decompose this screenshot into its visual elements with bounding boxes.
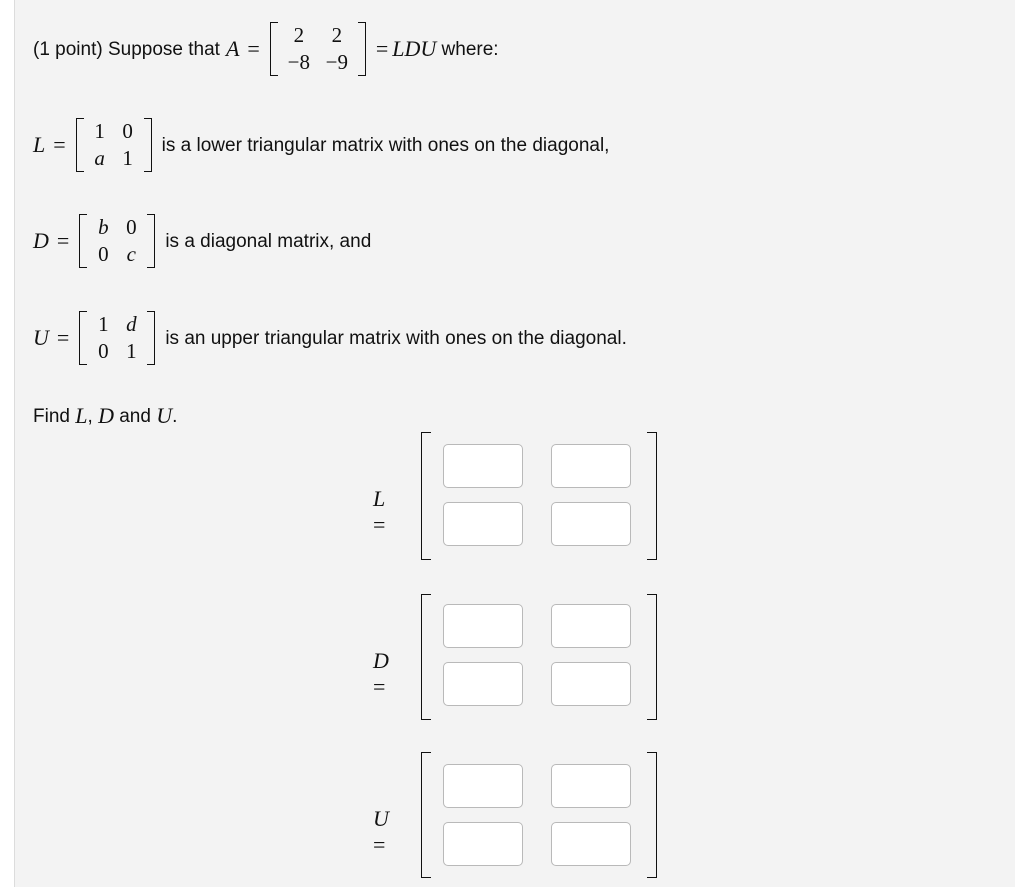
answer-D-label: D = [373, 648, 389, 699]
find-U: U [156, 403, 173, 428]
matrix-A-entry: 2 [293, 23, 305, 47]
matrix-D-def [79, 214, 155, 268]
def-U-equals: = [56, 325, 70, 350]
matrix-L-entry: a [94, 146, 105, 170]
def-L-text: is a lower triangular matrix with ones on the diagonal, [161, 134, 610, 156]
answer-L-cell-r1c2[interactable] [551, 444, 631, 488]
var-D: D [33, 228, 49, 253]
var-L: L [33, 132, 46, 157]
find-instruction [33, 403, 177, 429]
ldu-label: LDU [392, 36, 437, 61]
intro-suffix: where: [436, 38, 499, 60]
var-A: A [225, 36, 240, 61]
answer-L-left-bracket [421, 432, 431, 560]
matrix-U-entry: 1 [98, 312, 109, 336]
find-L: L [75, 403, 88, 428]
answer-L-cell-r2c2[interactable] [551, 502, 631, 546]
matrix-D-entry: 0 [126, 215, 137, 239]
intro-prefix: (1 point) Suppose that [33, 38, 220, 60]
answer-D-left-bracket [421, 594, 431, 720]
matrix-D-entry: b [98, 215, 109, 239]
find-prefix: Find [33, 405, 76, 427]
def-D-equals: = [56, 228, 70, 253]
answer-U-cell-r1c2[interactable] [551, 764, 631, 808]
matrix-L-entry: 1 [94, 119, 105, 143]
answer-U-right-bracket [647, 752, 657, 878]
matrix-U-entry: 1 [126, 339, 137, 363]
matrix-U-entry: 0 [98, 339, 109, 363]
matrix-U-entry: d [126, 312, 137, 336]
matrix-L-entry: 0 [122, 119, 133, 143]
problem-panel [14, 0, 1015, 887]
answer-U-cell-r2c2[interactable] [551, 822, 631, 866]
matrix-A-entry: −9 [325, 50, 349, 74]
answer-D-cell-r2c1[interactable] [443, 662, 523, 706]
def-L-equals: = [53, 132, 66, 157]
matrix-A-entry: −8 [287, 50, 311, 74]
answer-L-cell-r1c1[interactable] [443, 444, 523, 488]
answer-U-cell-r1c1[interactable] [443, 764, 523, 808]
answer-U-left-bracket [421, 752, 431, 878]
matrix-D-entry: c [126, 242, 136, 266]
def-D [33, 206, 371, 276]
def-D-text: is a diagonal matrix, and [165, 230, 372, 252]
find-and: and [113, 405, 157, 427]
matrix-D-entry: 0 [98, 242, 109, 266]
answer-L-label: L = [373, 486, 386, 537]
find-period: . [172, 405, 178, 427]
matrix-U-def [79, 311, 155, 365]
answer-D-cell-r2c2[interactable] [551, 662, 631, 706]
answer-U-cell-r2c1[interactable] [443, 822, 523, 866]
matrix-L-def [76, 118, 152, 172]
def-U-text: is an upper triangular matrix with ones on the diagonal. [165, 327, 627, 349]
matrix-L-entry: 1 [122, 146, 133, 170]
equals-sign: = [247, 36, 260, 61]
find-comma: , [87, 405, 99, 427]
answer-D-cell-r1c2[interactable] [551, 604, 631, 648]
answer-L-cell-r2c1[interactable] [443, 502, 523, 546]
answer-D-right-bracket [647, 594, 657, 720]
matrix-A-entry: 2 [331, 23, 343, 47]
var-U: U [33, 325, 49, 350]
answer-U-label: U = [373, 806, 389, 857]
find-D: D [98, 403, 114, 428]
problem-statement [33, 14, 499, 84]
matrix-A [270, 22, 366, 76]
def-U [33, 303, 627, 373]
answer-D-cell-r1c1[interactable] [443, 604, 523, 648]
def-L [33, 110, 609, 180]
answer-L-right-bracket [647, 432, 657, 560]
equals-sign-2: = [375, 36, 389, 61]
